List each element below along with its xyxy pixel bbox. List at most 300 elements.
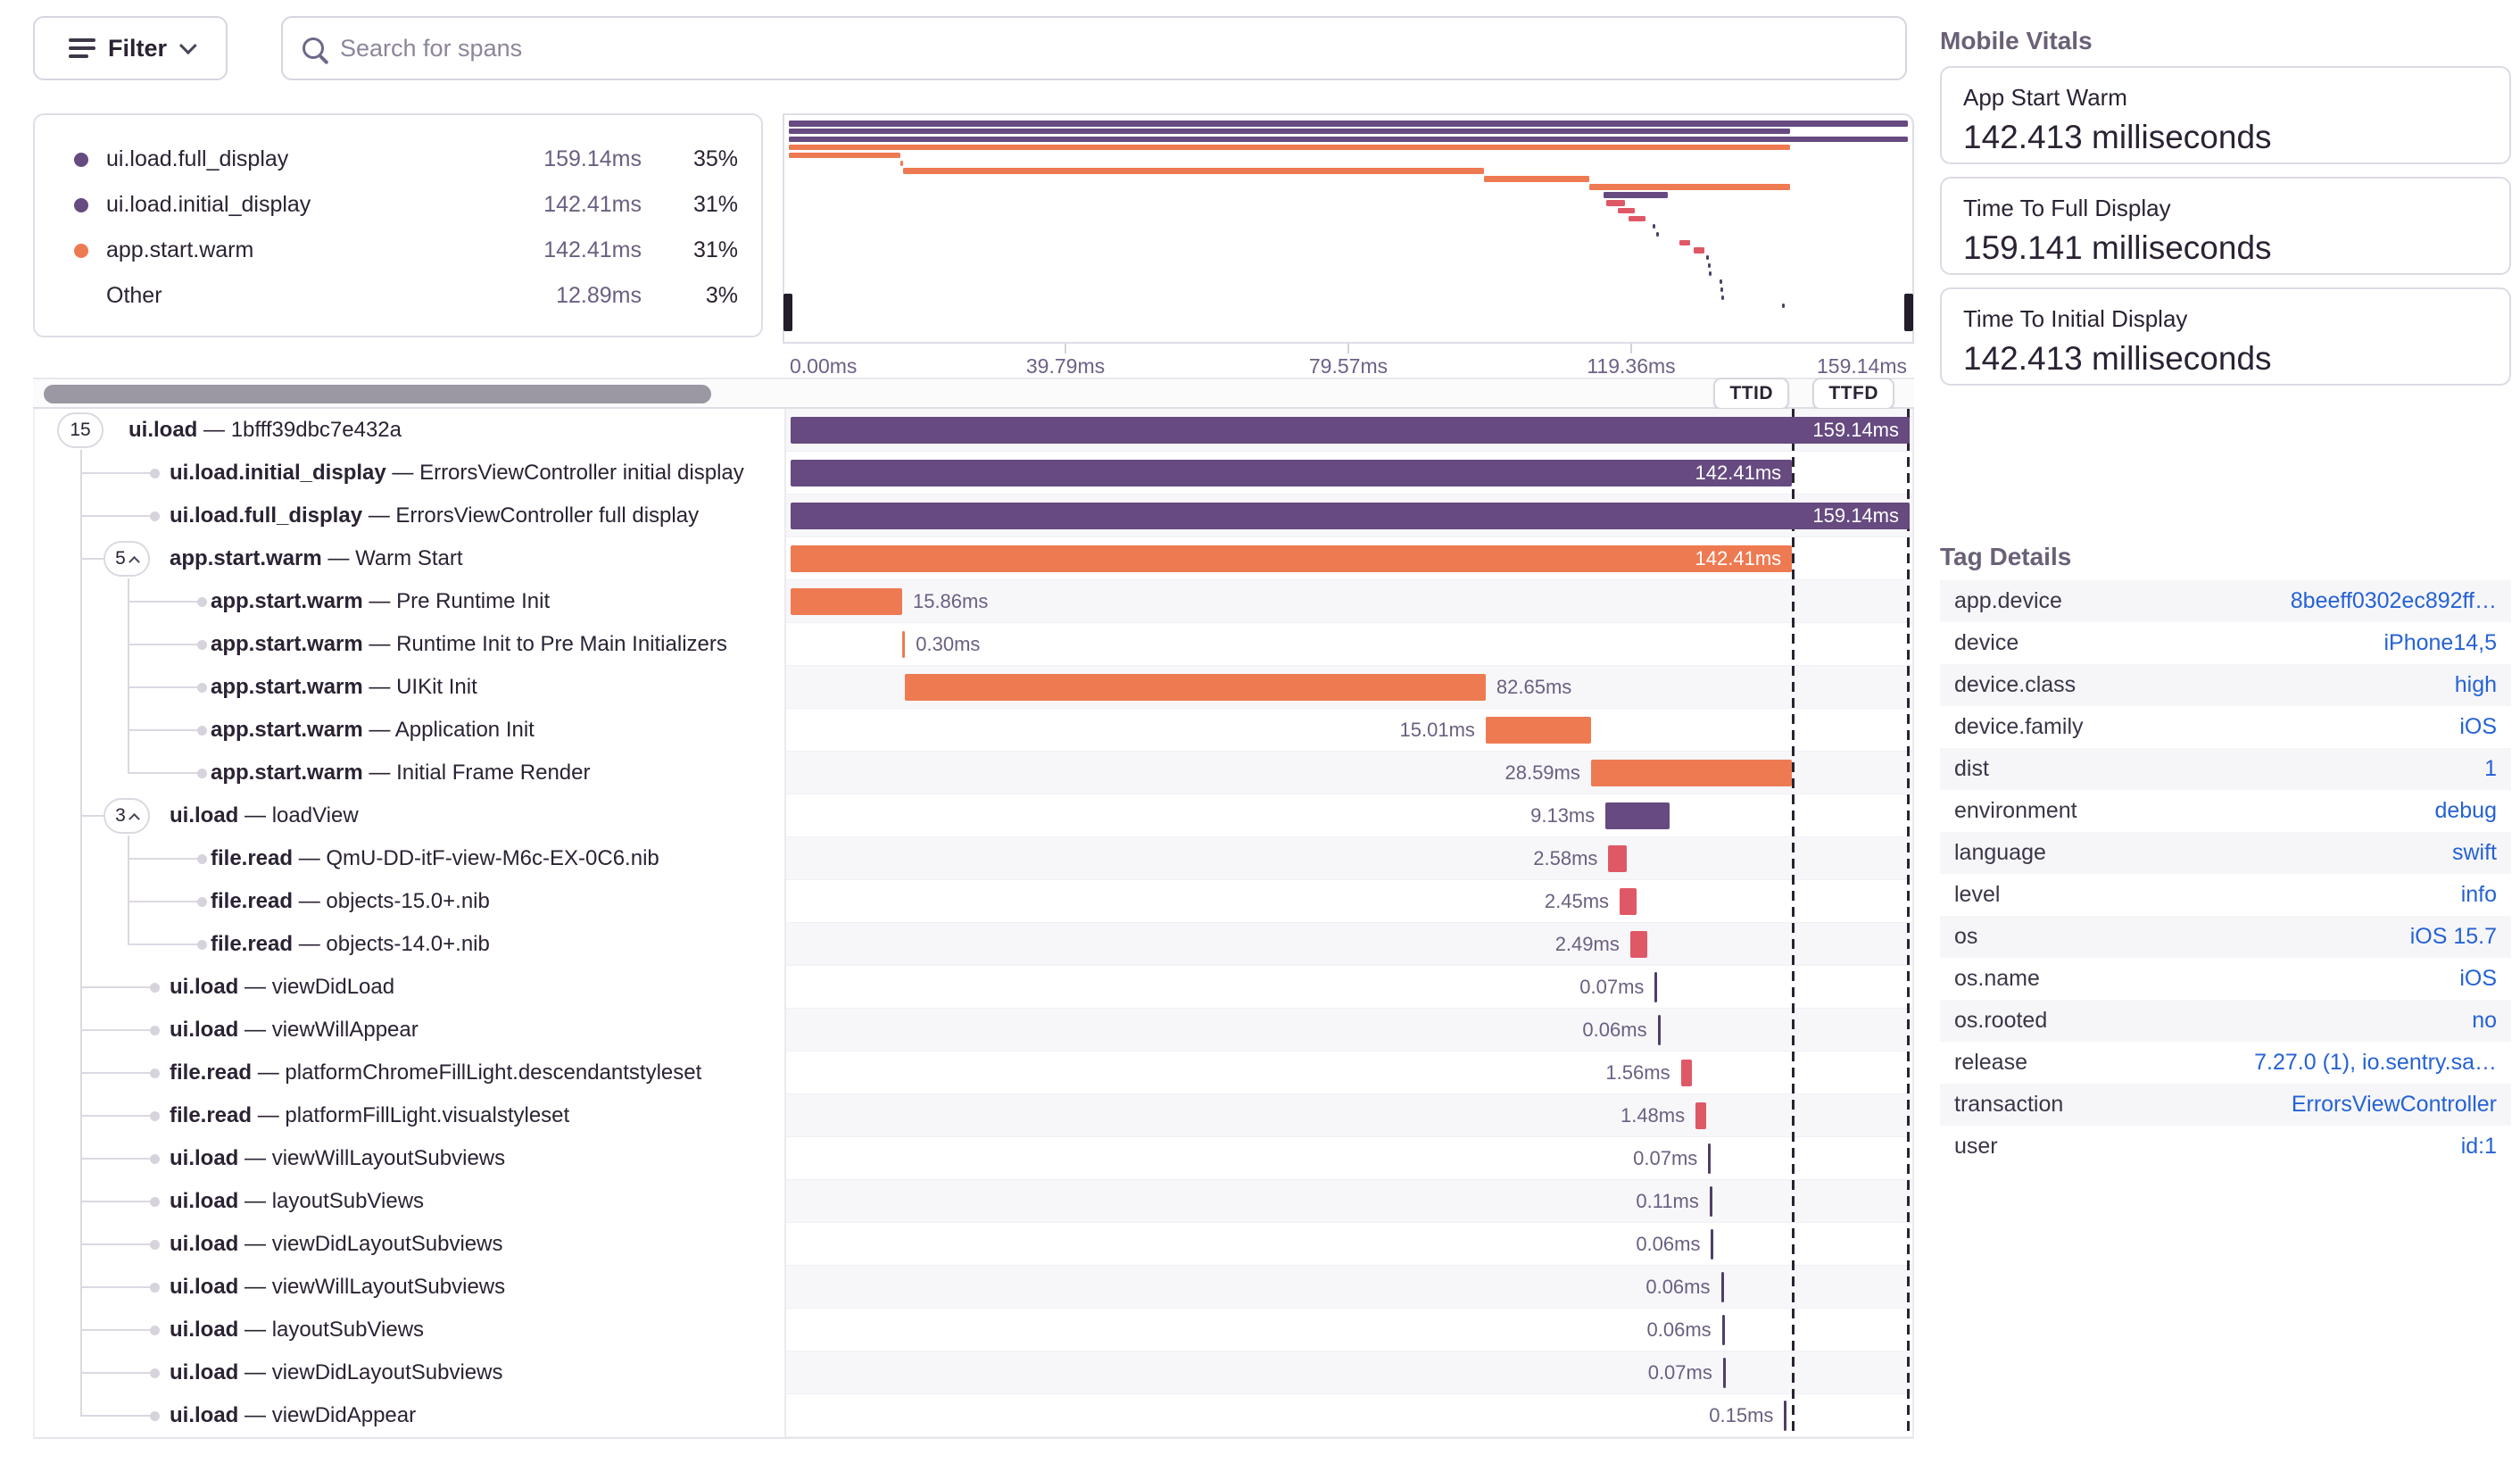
tag-value-link[interactable]: debug <box>2434 798 2497 823</box>
tree-guide-line <box>80 450 82 1416</box>
tree-connector-dot <box>197 897 207 907</box>
span-chart-row[interactable] <box>786 409 1912 452</box>
tag-value-link[interactable]: id:1 <box>2460 1134 2497 1159</box>
axis-tick <box>1347 344 1349 353</box>
span-description: Pre Runtime Init <box>396 589 551 613</box>
span-tree-row[interactable] <box>35 580 784 623</box>
tree-connector <box>80 1415 152 1417</box>
minimap-span-bar <box>1656 232 1659 237</box>
span-op: ui.load <box>170 1403 239 1427</box>
span-duration-bar[interactable] <box>1722 1315 1725 1345</box>
minimap-span-bar <box>1706 255 1709 260</box>
tag-key: user <box>1954 1134 1998 1159</box>
tree-connector <box>80 1372 152 1374</box>
span-duration-label: 0.06ms <box>1645 1275 1711 1298</box>
legend-color-dot <box>74 153 88 167</box>
span-duration-label: 0.06ms <box>1582 1018 1647 1041</box>
filter-lines-icon <box>69 38 95 58</box>
span-duration-label: 2.49ms <box>1554 932 1620 955</box>
search-input[interactable] <box>340 35 1886 62</box>
legend-op-name: Other <box>106 283 162 308</box>
legend-duration: 159.14ms <box>543 146 642 171</box>
span-duration-label: 142.41ms <box>1695 546 1782 570</box>
minimap-span-bar <box>903 168 1484 174</box>
span-duration-bar[interactable] <box>791 460 1792 486</box>
span-label: ui.load — viewWillLayoutSubviews <box>170 1146 506 1170</box>
tree-connector <box>80 1329 152 1331</box>
span-description: viewWillLayoutSubviews <box>271 1146 506 1170</box>
tag-row <box>1940 622 2511 664</box>
minimap-span-bar <box>1653 224 1655 229</box>
span-tree-row[interactable] <box>35 1137 784 1180</box>
tree-connector-dot <box>197 940 207 950</box>
span-tree-row[interactable] <box>35 495 784 537</box>
span-duration-bar[interactable] <box>1721 1272 1724 1302</box>
tag-key: transaction <box>1954 1092 2064 1117</box>
span-duration-bar[interactable] <box>1708 1143 1711 1174</box>
tree-connector-dot <box>150 1240 160 1250</box>
legend-op-name: ui.load.initial_display <box>106 192 311 217</box>
span-chart-row[interactable] <box>786 1309 1912 1351</box>
axis-tick-label: 159.14ms <box>1816 354 1907 378</box>
span-duration-bar[interactable] <box>1486 717 1591 744</box>
span-chart-row[interactable] <box>786 1351 1912 1394</box>
tag-value-link[interactable]: info <box>2460 882 2497 907</box>
minimap-span-bar <box>789 129 1790 135</box>
tag-value-link[interactable]: ErrorsViewController <box>2291 1092 2497 1117</box>
span-duration-label: 0.11ms <box>1636 1189 1699 1212</box>
minimap-span-bar <box>1694 247 1704 254</box>
span-label: app.start.warm — Application Init <box>211 718 535 742</box>
span-description: viewDidLayoutSubviews <box>271 1232 503 1256</box>
tag-value-link[interactable]: iPhone14,5 <box>2383 630 2497 655</box>
span-tree-row[interactable] <box>35 1094 784 1137</box>
span-tree-row[interactable] <box>35 1266 784 1309</box>
minimap-span-bar <box>1484 176 1589 182</box>
span-duration-bar[interactable] <box>1654 972 1657 1002</box>
span-duration-label: 0.07ms <box>1633 1146 1698 1169</box>
span-duration-bar[interactable] <box>902 631 905 658</box>
span-tree-row[interactable] <box>35 837 784 880</box>
span-description: layoutSubViews <box>271 1318 425 1342</box>
span-chart-row[interactable] <box>786 966 1912 1009</box>
span-chart-row[interactable] <box>786 1223 1912 1266</box>
span-tree-row[interactable] <box>35 1351 784 1394</box>
span-tree-row[interactable] <box>35 880 784 923</box>
vital-card-time-to-initial-display <box>1940 287 2511 386</box>
ttid-button[interactable]: TTID <box>1713 378 1789 410</box>
legend-percent: 3% <box>705 283 738 308</box>
minimap-left-handle[interactable] <box>783 294 792 331</box>
tag-key: os.name <box>1954 966 2040 991</box>
tag-row <box>1940 916 2511 958</box>
span-chart-row[interactable] <box>786 1180 1912 1223</box>
span-chart-row[interactable] <box>786 1137 1912 1180</box>
span-tree-row[interactable] <box>35 1309 784 1351</box>
span-count-badge[interactable]: 3 <box>104 798 150 834</box>
span-op: app.start.warm <box>211 718 363 742</box>
span-chart <box>784 409 1912 1437</box>
span-duration-label: 0.07ms <box>1647 1360 1712 1384</box>
span-tree-row[interactable] <box>35 537 784 580</box>
tag-value-link[interactable]: high <box>2454 672 2497 697</box>
span-description: QmU-DD-itF-view-M6c-EX-0C6.nib <box>326 846 659 870</box>
span-op: ui.load <box>170 1232 239 1256</box>
legend-row[interactable] <box>60 182 740 228</box>
axis-tick <box>1630 344 1632 353</box>
span-label: file.read — objects-15.0+.nib <box>211 889 490 913</box>
tree-connector <box>80 1158 152 1160</box>
tag-value-link[interactable]: no <box>2472 1008 2497 1033</box>
span-tree-row[interactable] <box>35 1394 784 1437</box>
span-duration-bar[interactable] <box>905 674 1486 701</box>
tag-row <box>1940 958 2511 1000</box>
span-description: viewDidLoad <box>271 975 395 999</box>
vital-title: Time To Initial Display <box>1963 305 2188 332</box>
span-description: platformChromeFillLight.descendantstyleset <box>285 1060 702 1085</box>
span-tree-row[interactable] <box>35 752 784 794</box>
span-description: ErrorsViewController full display <box>395 503 700 528</box>
span-chart-row[interactable] <box>786 1052 1912 1094</box>
tree-connector-dot <box>150 1111 160 1121</box>
tree-connector <box>80 472 152 474</box>
span-count-badge[interactable]: 5 <box>104 541 150 577</box>
tree-connector <box>80 1201 152 1202</box>
span-duration-bar[interactable] <box>1630 931 1648 958</box>
time-axis <box>783 344 1914 378</box>
span-duration-label: 0.06ms <box>1646 1318 1712 1341</box>
legend-row[interactable] <box>60 273 740 319</box>
span-count-badge[interactable]: 15 <box>57 412 104 448</box>
span-chart-row[interactable] <box>786 452 1912 495</box>
tag-key: os <box>1954 924 1978 949</box>
vital-value: 142.413 milliseconds <box>1963 119 2272 155</box>
span-duration-bar[interactable] <box>1695 1102 1706 1129</box>
minimap-span-bar <box>1720 287 1723 292</box>
tree-connector-dot <box>150 1068 160 1078</box>
span-duration-bar[interactable] <box>1608 845 1626 872</box>
span-tree-row[interactable] <box>35 452 784 495</box>
legend-percent: 35% <box>692 146 738 171</box>
span-label: file.read — platformChromeFillLight.descendantstyleset <box>170 1060 702 1085</box>
span-chart-row[interactable] <box>786 923 1912 966</box>
tag-key: level <box>1954 882 2001 907</box>
span-label: ui.load — viewWillAppear <box>170 1018 419 1042</box>
span-chart-row[interactable] <box>786 1009 1912 1052</box>
span-op: ui.load <box>170 1189 239 1213</box>
tag-value-link[interactable]: iOS 15.7 <box>2409 924 2497 949</box>
span-label: ui.load — loadView <box>170 803 359 827</box>
tag-row <box>1940 832 2511 874</box>
minimap-span-bar <box>1679 240 1690 246</box>
vital-title: Time To Full Display <box>1963 195 2171 221</box>
span-duration-label: 0.06ms <box>1636 1232 1701 1255</box>
tree-connector <box>128 729 199 731</box>
tree-connector <box>80 1029 152 1031</box>
span-op: app.start.warm <box>170 546 322 570</box>
tag-key: os.rooted <box>1954 1008 2048 1033</box>
minimap-span-bar <box>1618 208 1635 214</box>
tag-key: language <box>1954 840 2046 865</box>
span-label: app.start.warm — Pre Runtime Init <box>211 589 551 613</box>
minimap-span-bar <box>1709 271 1712 276</box>
span-description: objects-14.0+.nib <box>326 932 490 956</box>
span-op: ui.load <box>170 1275 239 1299</box>
tree-connector-dot <box>150 1326 160 1335</box>
tag-value-link[interactable]: iOS <box>2459 714 2497 739</box>
minimap-span-bar <box>789 145 1790 151</box>
span-op: file.read <box>170 1103 253 1127</box>
tag-value-link[interactable]: 1 <box>2484 756 2497 781</box>
tree-connector <box>128 901 199 902</box>
span-label: ui.load — viewDidAppear <box>170 1403 417 1427</box>
span-duration-bar[interactable] <box>1710 1186 1712 1217</box>
span-label: ui.load — viewDidLoad <box>170 975 395 999</box>
span-label: ui.load.full_display — ErrorsViewController full display <box>170 503 700 528</box>
tree-connector-dot <box>150 1411 160 1421</box>
minimap-span-bar <box>1629 216 1646 222</box>
span-label: app.start.warm — Warm Start <box>170 546 463 570</box>
tag-row <box>1940 1126 2511 1168</box>
tag-value-link[interactable]: 7.27.0 (1), io.sentry.sa… <box>2254 1050 2497 1075</box>
filter-button[interactable] <box>33 16 228 80</box>
tag-key: device.class <box>1954 672 2077 697</box>
tree-connector <box>128 601 199 603</box>
span-waterfall <box>33 409 1914 1439</box>
span-duration-bar[interactable] <box>1784 1401 1786 1431</box>
tree-connector <box>80 1115 152 1117</box>
span-duration-label: 2.45ms <box>1544 889 1610 912</box>
span-description: UIKit Init <box>396 675 477 699</box>
span-duration-label: 1.56ms <box>1605 1060 1670 1084</box>
span-op: ui.load.initial_display <box>170 461 386 485</box>
span-duration-label: 82.65ms <box>1496 675 1572 698</box>
minimap-span-bar <box>1782 303 1785 308</box>
tag-details-table <box>1940 580 2511 1168</box>
trace-minimap[interactable] <box>783 113 1914 344</box>
span-op: file.read <box>170 1060 253 1085</box>
legend-op-name: app.start.warm <box>106 237 254 262</box>
span-duration-label: 0.30ms <box>916 632 981 655</box>
span-tree-row[interactable] <box>35 1009 784 1052</box>
legend-row[interactable] <box>60 228 740 273</box>
span-chart-row[interactable] <box>786 666 1912 709</box>
span-op: app.start.warm <box>211 761 363 785</box>
legend-color-dot <box>74 289 88 303</box>
span-chart-row[interactable] <box>786 1266 1912 1309</box>
legend-percent: 31% <box>692 237 738 262</box>
tree-connector-dot <box>197 640 207 650</box>
minimap-span-bar <box>900 161 903 167</box>
vital-title: App Start Warm <box>1963 84 2127 111</box>
span-chart-row[interactable] <box>786 837 1912 880</box>
tag-value-link[interactable]: iOS <box>2459 966 2497 991</box>
tag-row <box>1940 748 2511 790</box>
span-tree-row[interactable] <box>35 1052 784 1094</box>
span-chart-row[interactable] <box>786 752 1912 794</box>
legend-row[interactable] <box>60 137 740 182</box>
span-tree-row[interactable] <box>35 709 784 752</box>
span-duration-label: 9.13ms <box>1530 803 1596 827</box>
span-description: loadView <box>271 803 359 827</box>
span-label: ui.load — viewDidLayoutSubviews <box>170 1232 503 1256</box>
span-op: ui.load <box>170 1318 239 1342</box>
span-tree-row[interactable] <box>35 1223 784 1266</box>
minimap-span-bar <box>789 121 1908 127</box>
span-description: viewWillAppear <box>271 1018 419 1042</box>
legend-duration: 142.41ms <box>543 237 642 262</box>
legend-percent: 31% <box>692 192 738 217</box>
span-duration-bar[interactable] <box>1605 802 1670 829</box>
span-chart-row[interactable] <box>786 580 1912 623</box>
vital-value: 142.413 milliseconds <box>1963 340 2272 377</box>
chevron-up-icon <box>128 812 140 824</box>
span-duration-label: 142.41ms <box>1695 461 1782 484</box>
span-chart-row[interactable] <box>786 623 1912 666</box>
minimap-span-bar <box>789 153 900 159</box>
span-description: layoutSubViews <box>271 1189 425 1213</box>
span-description: ErrorsViewController initial display <box>419 461 744 485</box>
axis-tick-label: 39.79ms <box>1025 354 1106 378</box>
span-description: viewWillLayoutSubviews <box>271 1275 506 1299</box>
span-legend <box>33 113 763 337</box>
tag-value-link[interactable]: 8beeff0302ec892ff… <box>2290 588 2497 613</box>
span-tree-row[interactable] <box>35 666 784 709</box>
tree-connector <box>128 944 199 945</box>
search-icon <box>303 37 324 59</box>
ttid-marker-line <box>1792 409 1795 1437</box>
tree-connector-dot <box>197 726 207 736</box>
span-description: objects-15.0+.nib <box>326 889 490 913</box>
chevron-up-icon <box>128 555 140 567</box>
span-duration-bar[interactable] <box>1658 1015 1661 1045</box>
minimap-span-bar <box>1606 200 1624 206</box>
vital-card-time-to-full-display <box>1940 177 2511 275</box>
span-description: viewDidAppear <box>271 1403 417 1427</box>
span-duration-label: 28.59ms <box>1505 761 1580 784</box>
minimap-span-bar <box>1720 279 1722 284</box>
span-chart-row[interactable] <box>786 495 1912 537</box>
tree-connector <box>128 772 199 774</box>
span-op: app.start.warm <box>211 589 363 613</box>
span-duration-bar[interactable] <box>791 588 902 615</box>
span-duration-bar[interactable] <box>791 417 1910 444</box>
span-label: ui.load — viewWillLayoutSubviews <box>170 1275 506 1299</box>
tag-row <box>1940 1084 2511 1126</box>
span-chart-row[interactable] <box>786 794 1912 837</box>
span-label: file.read — platformFillLight.visualstyleset <box>170 1103 570 1127</box>
tree-connector <box>80 1286 152 1288</box>
tag-row <box>1940 664 2511 706</box>
tree-connector-dot <box>150 1197 160 1207</box>
vital-value: 159.141 milliseconds <box>1963 229 2272 266</box>
tree-guide-line <box>128 578 129 773</box>
tree-connector-dot <box>150 1026 160 1035</box>
span-duration-label: 159.14ms <box>1812 503 1899 527</box>
span-op: file.read <box>211 889 294 913</box>
tree-connector-dot <box>197 854 207 864</box>
tree-connector <box>80 1243 152 1245</box>
span-chart-row[interactable] <box>786 709 1912 752</box>
axis-tick-label: 0.00ms <box>790 354 858 378</box>
tree-connector <box>80 515 152 517</box>
span-duration-bar[interactable] <box>1723 1358 1726 1388</box>
axis-tick-label: 119.36ms <box>1587 354 1676 378</box>
span-tree-row[interactable] <box>35 1180 784 1223</box>
axis-tick <box>1065 344 1066 353</box>
tree-connector-dot <box>150 1368 160 1378</box>
span-duration-bar[interactable] <box>1681 1060 1692 1086</box>
legend-color-dot <box>74 198 88 212</box>
ttfd-button[interactable]: TTFD <box>1812 378 1894 410</box>
span-chart-row[interactable] <box>786 1094 1912 1137</box>
horizontal-scrollbar[interactable] <box>44 385 711 403</box>
tree-connector-dot <box>197 683 207 693</box>
span-description: Application Init <box>394 718 535 742</box>
span-duration-label: 1.48ms <box>1620 1103 1686 1127</box>
tree-connector-dot <box>150 469 160 478</box>
span-op: file.read <box>211 846 294 870</box>
legend-color-dot <box>74 244 88 258</box>
tag-row <box>1940 1000 2511 1042</box>
span-op: ui.load <box>170 975 239 999</box>
span-chart-row[interactable] <box>786 537 1912 580</box>
span-tree-row[interactable] <box>35 794 784 837</box>
span-label: ui.load — 1bfff39dbc7e432a <box>128 418 402 442</box>
span-tree-row[interactable] <box>35 623 784 666</box>
span-duration-bar[interactable] <box>1620 888 1637 915</box>
tag-value-link[interactable]: swift <box>2452 840 2497 865</box>
span-duration-bar[interactable] <box>1591 760 1792 786</box>
span-label: file.read — objects-14.0+.nib <box>211 932 490 956</box>
minimap-right-handle[interactable] <box>1904 294 1913 331</box>
span-tree-row[interactable] <box>35 966 784 1009</box>
span-label: app.start.warm — Initial Frame Render <box>211 761 591 785</box>
span-tree-row[interactable] <box>35 923 784 966</box>
span-duration-bar[interactable] <box>791 545 1792 572</box>
tree-connector <box>80 986 152 988</box>
minimap-span-bar <box>1589 184 1790 190</box>
span-duration-bar[interactable] <box>791 503 1910 529</box>
span-search[interactable] <box>281 16 1907 80</box>
tree-connector <box>80 558 104 560</box>
legend-duration: 12.89ms <box>556 283 642 308</box>
span-chart-row[interactable] <box>786 1394 1912 1437</box>
span-duration-label: 159.14ms <box>1812 418 1899 441</box>
span-op: ui.load <box>170 1018 239 1042</box>
span-op: ui.load <box>170 1360 239 1384</box>
span-op: file.read <box>211 932 294 956</box>
span-label: ui.load.initial_display — ErrorsViewController initial display <box>170 461 744 485</box>
minimap-span-bar <box>1721 295 1724 300</box>
span-chart-row[interactable] <box>786 880 1912 923</box>
tree-connector-dot <box>150 983 160 993</box>
span-description: platformFillLight.visualstyleset <box>285 1103 570 1127</box>
span-duration-label: 0.15ms <box>1709 1403 1774 1426</box>
tag-row <box>1940 580 2511 622</box>
span-description: 1bfff39dbc7e432a <box>230 418 402 442</box>
tree-connector-dot <box>150 1154 160 1164</box>
minimap-span-bar <box>1708 263 1711 268</box>
legend-op-name: ui.load.full_display <box>106 146 289 171</box>
tree-connector <box>80 1072 152 1074</box>
span-tree-row[interactable] <box>35 409 784 452</box>
tree-connector-dot <box>197 597 207 607</box>
span-duration-bar[interactable] <box>1711 1229 1713 1260</box>
span-op: app.start.warm <box>211 632 363 656</box>
tag-key: device <box>1954 630 2019 655</box>
span-op: ui.load <box>128 418 198 442</box>
